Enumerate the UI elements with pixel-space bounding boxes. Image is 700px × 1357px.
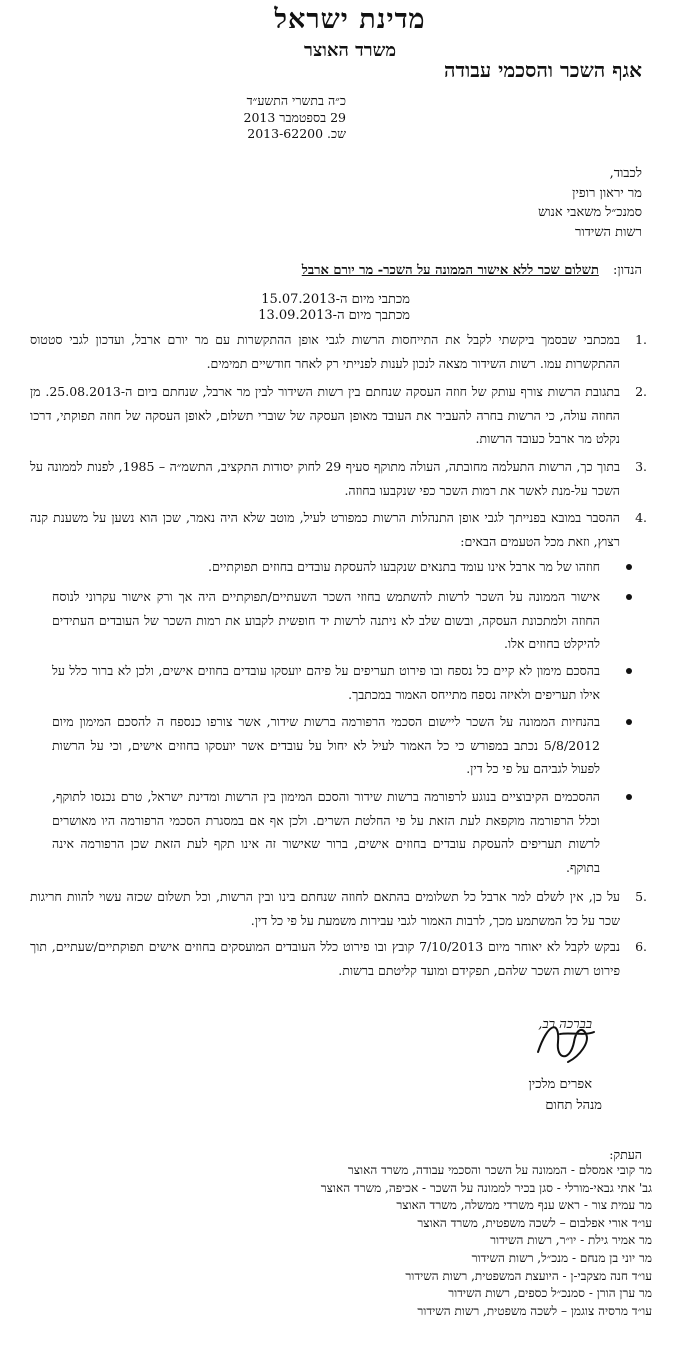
paragraph-number: 6. (635, 939, 647, 954)
handwritten-signature-icon (530, 1012, 600, 1070)
paragraph-text: על כן, אין לשלם למר ארבל כל תשלומים בהתאם לחוזה שנחתם בינו ובין הרשות, וכל תשלום שכזה עשוי להוות חריגות שכר על כל המשתמע מכך, לרבות האמור לגבי עבירות משמעת על פי כל דין. (30, 889, 620, 928)
cc-recipient: גב' אתי גבאי-מורלי - סגן בכיר לממונה על השכר - אכיפה, משרד האוצר (320, 1180, 652, 1195)
paragraph-number: 2. (635, 384, 647, 399)
signatory-name: אפרים מלכין (528, 1077, 592, 1092)
state-heading: מדינת ישראל (274, 4, 426, 35)
subject-line (42, 262, 642, 278)
paragraph-number: 5. (635, 889, 647, 904)
references-block (180, 292, 410, 324)
bullet-item (52, 659, 600, 706)
department-heading: אגף השכר והסכמי עבודה (443, 58, 642, 82)
cc-recipient: מר יוני בן מנחם - מנכ״ל, רשות השידור (471, 1250, 652, 1265)
addressee-line: סמנכ״ל משאבי אנוש (538, 205, 642, 220)
addressee-line: מר יראון רופין (572, 185, 642, 201)
reference-line: מכתבי מיום ה-15.07.2013 (261, 292, 410, 307)
signatory-title: מנהל תחום (545, 1098, 602, 1113)
cc-recipient: מר עמית צור - ראש ענף משרדי ממשלה, משרד האוצר (396, 1198, 652, 1213)
reference-number: שכ. 2013-62200 (247, 126, 346, 141)
bullet-dot (626, 668, 632, 674)
paragraph-number: 4. (635, 510, 647, 525)
date-block (116, 93, 346, 143)
bullet-text: בהנחיות הממונה על השכר ליישום הסכמי הרפורמה ברשות שידור, אשר צורפו כנספח ה להסכם המימון מיום 5/8/2012 נכתב במפורש כי כל האמור לעיל לא יחול על עובדים אשר יועסקו בחוזים אישים, וכי על הרשות לפעול לגביהם על פי כל דין. (52, 714, 600, 776)
paragraph-number: 1. (635, 332, 647, 347)
cc-label: העתק: (609, 1147, 642, 1162)
paragraph-number: 3. (635, 459, 647, 474)
paragraph-5 (30, 885, 647, 932)
subject-text: תשלום שכר ללא אישור הממונה על השכר- מר יורם ארבל (301, 263, 599, 278)
ministry-heading: משרד האוצר (304, 40, 396, 61)
bullet-item (52, 785, 600, 879)
cc-recipient: מר קובי אמסלם - הממונה על השכר והסכמי עבודה, משרד האוצר (347, 1163, 652, 1177)
bullet-text: אישור הממונה על השכר לרשות להשתמש בחוזי השכר השעתיים/תפוקתיים היה אך ורק אישור עקרוני לנוסח החוזה ולמתכונת העסקה, ובשום שלב לא ניתנה לרשות יד חופשית לקבוע את רמות השכר של העובדים העתידים להיקלט בחוזים אלו. (52, 589, 600, 651)
paragraph-3 (30, 455, 647, 502)
bullet-text: בהסכם מימון לא קיים כל נספח ובו פירוט תעריפים על פיהם יועסקו עובדים בחוזים אישים, ולכן לא ברור כלל על אילו תעריפים ולאיזה נספח מתייחס האמור במכתבך. (52, 663, 600, 702)
bullet-dot (626, 794, 632, 800)
paragraph-text: נבקש לקבל לא יאוחר מיום 7/10/2013 קובץ ובו פירוט כלל העובדים המועסקים בחוזים אישים תפוקתיים/שעתיים, תוך פירוט רשות השכר שלהם, תפקידם ומועד קליטתם ברשות. (30, 939, 621, 978)
bullet-item (52, 710, 600, 781)
paragraph-text: במכתבי שבסמך ביקשתי לקבל את התייחסות הרשות לגבי אופן ההתקשרות עם מר יורם ארבל, ועדכון לגבי סטטוס ההתקשרות עמו. רשות השידור מצאה לנכון לענות לפנייתי רק לאחר חודשיים תמימים. (30, 332, 620, 371)
addressee-block (538, 164, 642, 242)
paragraph-text: ההסבר במובא בפנייתך לגבי אופן התנהלות הרשות כמפורט לעיל, מוטב שלא היה נאמר, שכן הוא נשען על משענת קנה רצוץ, וזאת מכל הטעמים הבאים: (30, 510, 620, 549)
paragraph-1 (30, 328, 647, 375)
signature-greeting: בברכה רב, (538, 1017, 592, 1032)
cc-recipient: עו״ד אורי אפלבום – לשכה משפטית, משרד האוצר (417, 1215, 652, 1230)
bullet-text: חוזהו של מר ארבל אינו עומד בתנאים שנקבעו להעסקת עובדים בחוזים תפוקתיים. (208, 559, 600, 574)
subject-label: הנדון: (613, 263, 642, 278)
cc-recipient: מר ערן הורן - סמנכ״ל כספים, רשות השידור (448, 1286, 652, 1301)
bullet-item (52, 585, 600, 656)
addressee-line: רשות השידור (574, 224, 642, 240)
paragraph-text: בתגובת הרשות צורף עותק של חוזה העסקה שנחתם בין רשות השידור לבין מר ארבל, שנחתם ביום ה-25.08.2013. מן החוזה עולה, כי הרשות בחרה להעביר את העובד מאופן העסקה של שוברי תשלום, לאופן העסקה של חוזה תפוקתי, דרכו נקלט מר ארבל כעובד הרשות. (30, 384, 621, 446)
cc-recipient: עו״ד חנה מצקבי-ן - היועצת המשפטית, רשות השידור (405, 1268, 652, 1283)
reference-line: מכתבך מיום ה-13.09.2013 (258, 308, 410, 323)
paragraph-2 (30, 380, 647, 451)
bullet-item (52, 555, 600, 579)
bullet-dot (626, 594, 632, 600)
cc-list (132, 1162, 652, 1320)
gregorian-date: 29 בספטמבר 2013 (243, 109, 346, 125)
addressee-line: לכבוד, (609, 166, 642, 181)
cc-recipient: עו״ד מרסיה צוגמן – לשכה משפטית, רשות השידור (417, 1303, 652, 1318)
paragraph-4 (30, 506, 647, 553)
paragraph-6 (30, 935, 647, 982)
bullet-text: ההסכמים הקיבוציים בנוגע לרפורמה ברשות שידור והסכם המימון בין הרשות ומדינת ישראל, טרם נכנסו לתוקף, וכלל הרפורמה מוקפאת לעת הזאת על פי החלטת השרים. ולכן אף אם במסגרת הסכמי הרפורמה היו מאושרים לרשות תעריפים להעסקת עובדים בחוזים אישים, ברור שאישור זה אינו תקף לעת הזאת שכן הרפורמה אינה בתוקף. (52, 789, 600, 875)
bullet-dot (626, 564, 632, 570)
cc-recipient: מר אמיר גילת - יו״ר, רשות השידור (490, 1233, 652, 1248)
bullet-dot (626, 719, 632, 725)
paragraph-text: בתוך כך, הרשות התעלמה מחובתה, העולה מתוקף סעיף 29 לחוק יסודות התקציב, התשמ״ה – 1985, לפנות לממונה על השכר על-מנת לאשר את רמות השכר כפי שנקבעו בחוזה. (30, 459, 621, 498)
hebrew-date: כ״ה בתשרי התשע״ד (246, 93, 346, 108)
